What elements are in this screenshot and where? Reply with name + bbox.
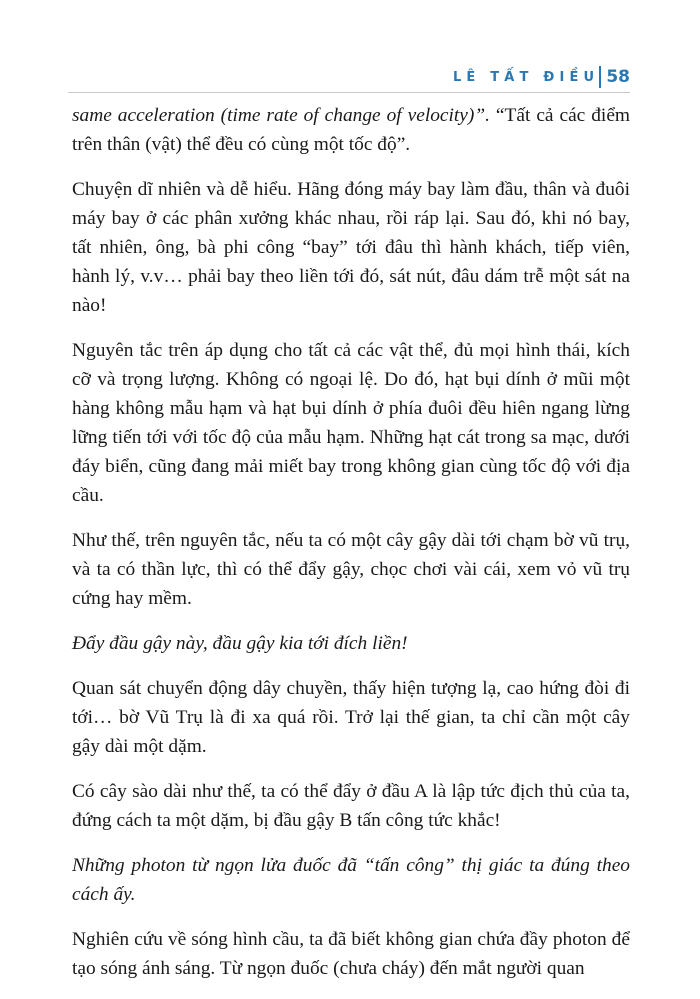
paragraph-7: Có cây sào dài như thế, ta có thể đẩy ở đầu A là lập tức địch thủ của ta, đứng cách ta một dặm, bị đầu gậy B tấn công tức khắc! [72, 781, 630, 831]
paragraph-text: “Tất cả các điểm trên thân (vật) thể đều có cùng một tốc độ”. [72, 105, 631, 155]
paragraph-8-italic: Những photon từ ngọn lửa đuốc đã “tấn công” thị giác ta đúng theo cách ấy. [72, 855, 630, 905]
paragraph-4: Như thế, trên nguyên tắc, nếu ta có một cây gậy dài tới chạm bờ vũ trụ, và ta có thần lực, thì có thể đẩy gậy, chọc chơi vài cái, xem vỏ vũ trụ cứng hay mềm. [72, 530, 630, 609]
paragraph-5-italic: Đẩy đầu gậy này, đầu gậy kia tới đích liền! [72, 633, 408, 654]
paragraph-6: Quan sát chuyển động dây chuyền, thấy hiện tượng lạ, cao hứng đòi đi tới… bờ Vũ Trụ là đi xa quá rồi. Trở lại thế gian, ta chỉ cần một cây gậy dài một dặm. [72, 678, 630, 757]
italic-lead: same acceleration (time rate of change of velocity)”. [72, 105, 490, 126]
running-header [68, 62, 630, 93]
page-number: 58 [606, 67, 630, 87]
paragraph-2: Chuyện dĩ nhiên và dễ hiểu. Hãng đóng máy bay làm đầu, thân và đuôi máy bay ở các phân xưởng khác nhau, rồi ráp lại. Sau đó, khi nó bay, tất nhiên, ông, bà phi công “bay” tới đâu thì hành khách, tiếp viên, hành lý, v.v… phải bay theo liền tới đó, sát nút, đâu dám trễ một sát na nào! [72, 179, 630, 316]
paragraph-3: Nguyên tắc trên áp dụng cho tất cả các vật thể, đủ mọi hình thái, kích cỡ và trọng lượng. Không có ngoại lệ. Do đó, hạt bụi dính ở mũi một hàng không mẫu hạm và hạt bụi dính ở phía đuôi đều hiên ngang lừng lững tiến tới với tốc độ của mẫu hạm. Những hạt cát trong sa mạc, dưới đáy biển, cũng đang mải miết bay trong không gian cùng tốc độ với địa cầu. [72, 340, 630, 506]
body-text [72, 101, 630, 999]
header-author: LÊ TẤT ĐIỀU [452, 69, 600, 85]
header-separator [599, 66, 601, 88]
paragraph-9: Nghiên cứu về sóng hình cầu, ta đã biết không gian chứa đầy photon để tạo sóng ánh sáng. Từ ngọn đuốc (chưa cháy) đến mắt người quan [72, 929, 630, 979]
paragraph-1 [72, 101, 630, 159]
